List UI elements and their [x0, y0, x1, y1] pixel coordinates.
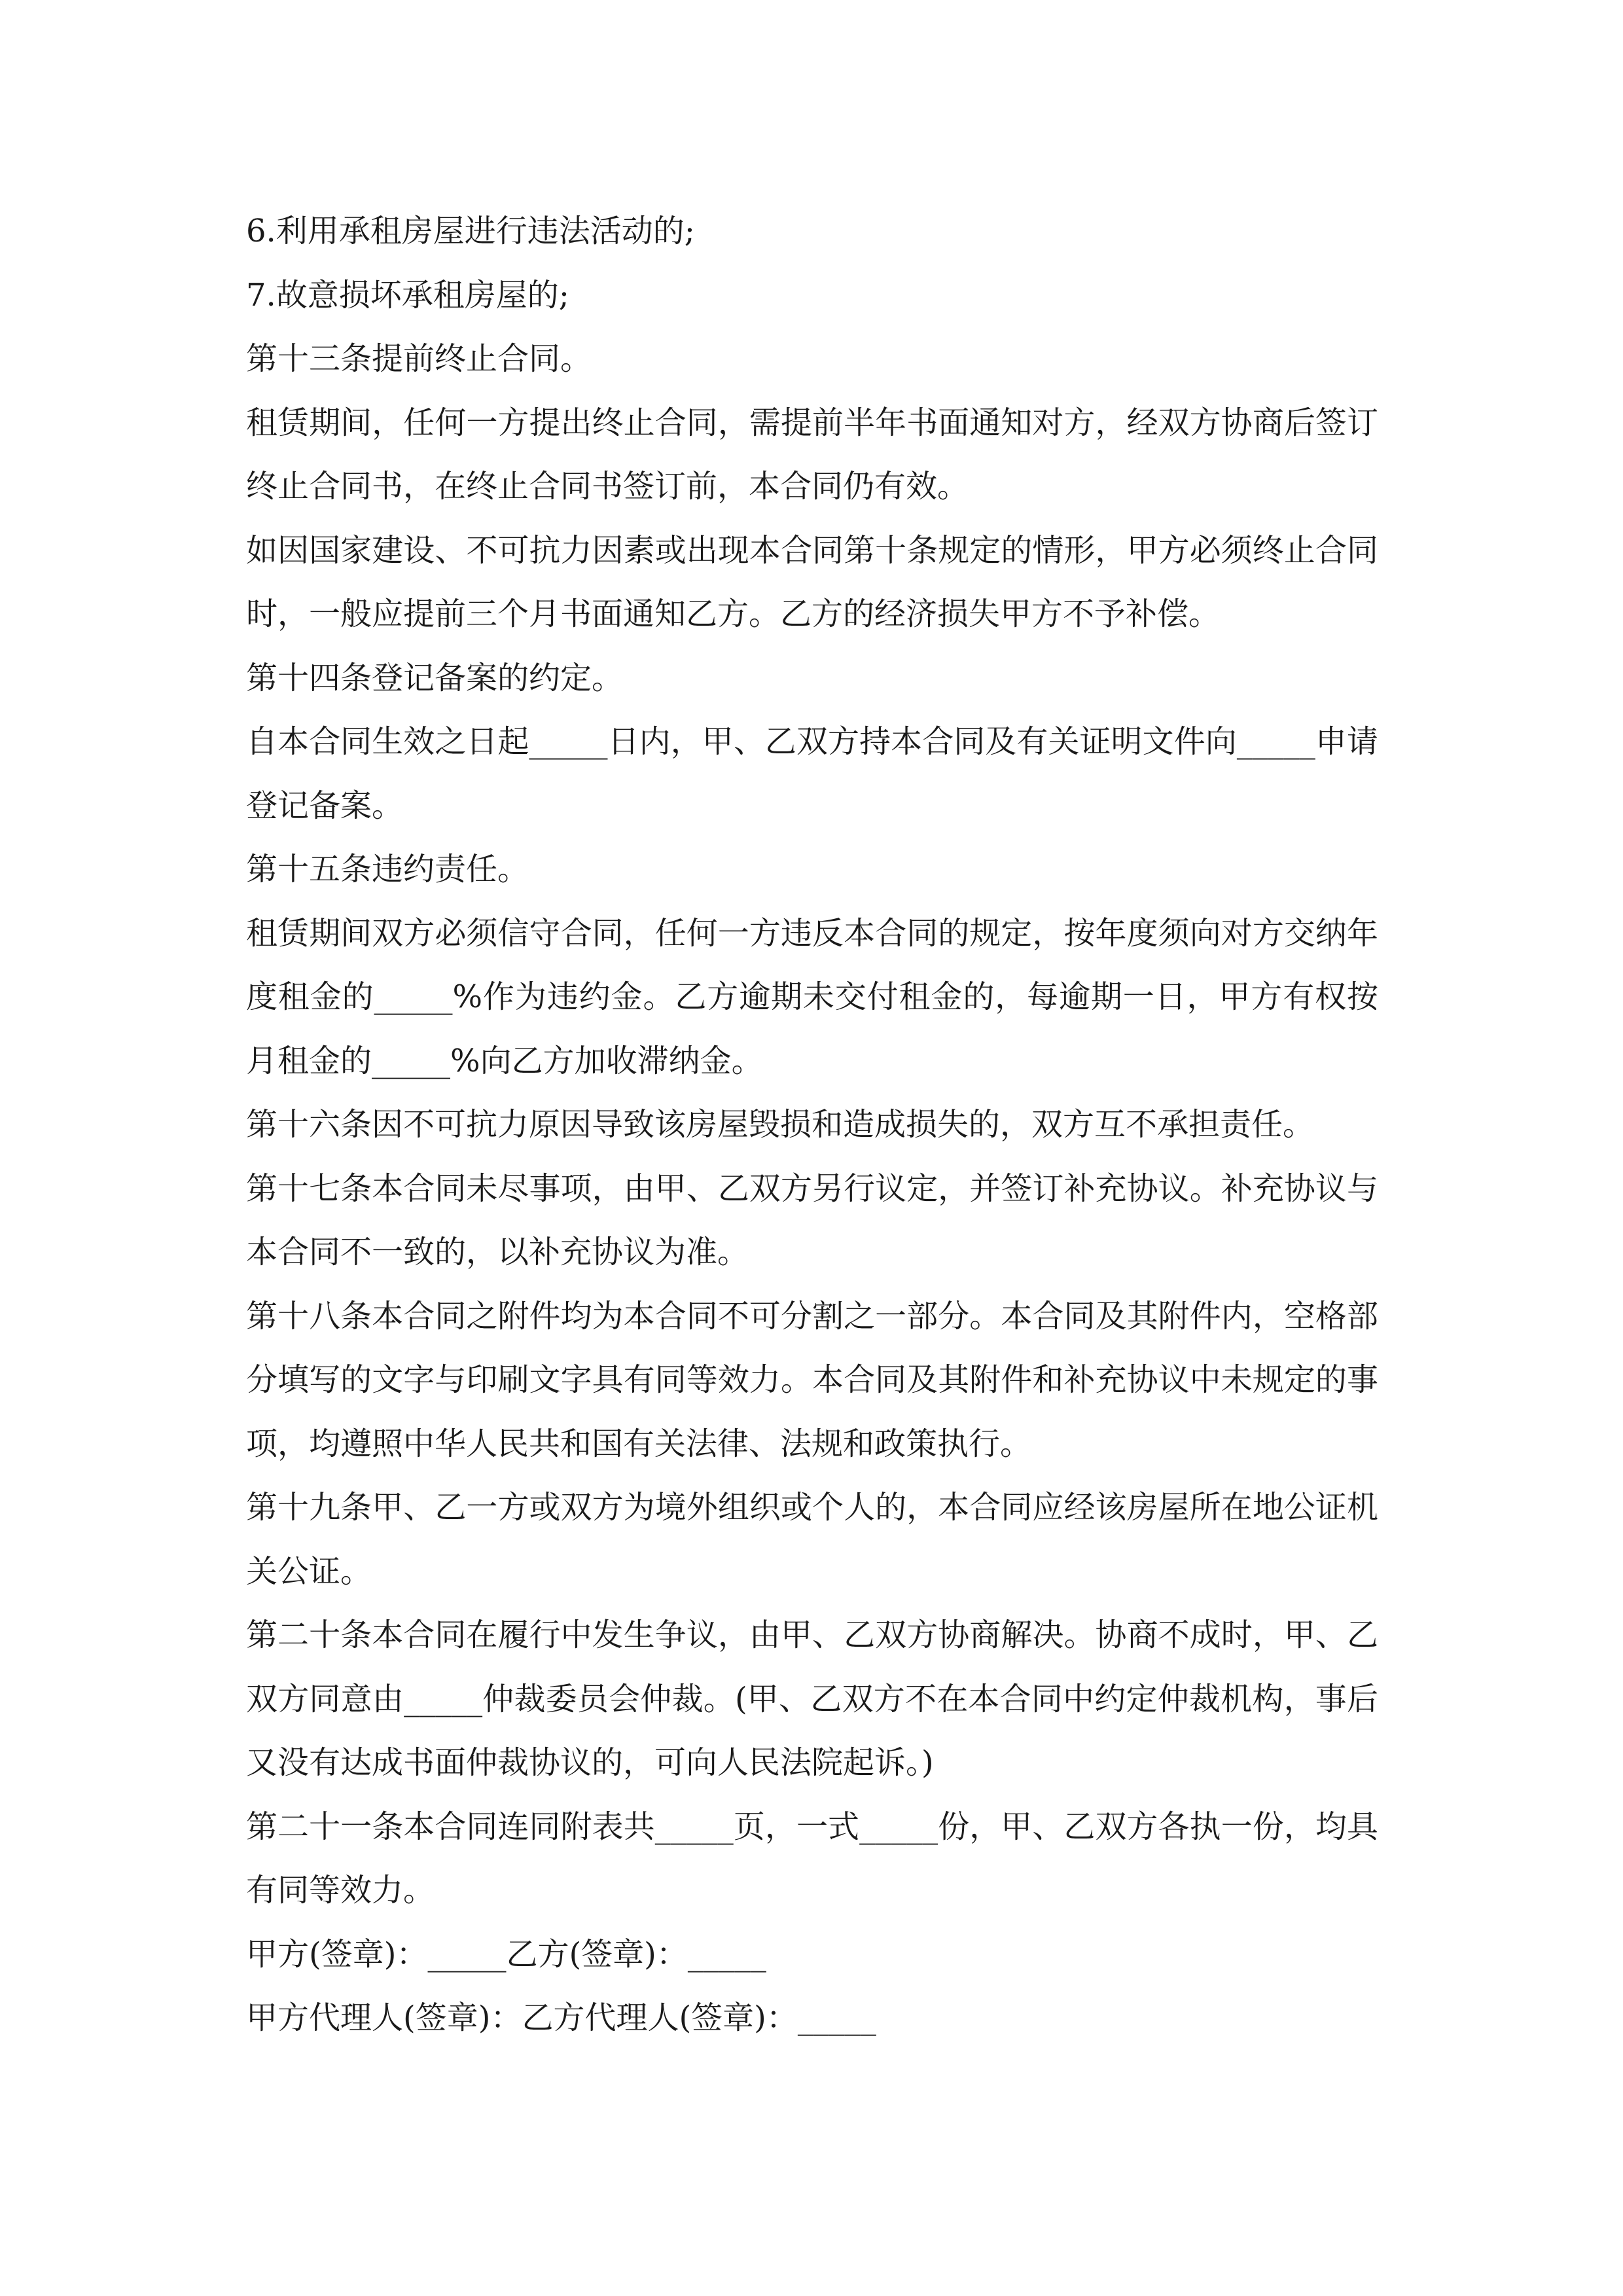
article-18: 第十八条本合同之附件均为本合同不可分割之一部分。本合同及其附件内，空格部分填写的文字与印刷文字具有同等效力。本合同及其附件和补充协议中未规定的事项，均遵照中华人民共和国有关法律、法规和政策执行。	[246, 1297, 1378, 1462]
clause-item-7: 7.故意损坏承租房屋的;	[246, 276, 569, 314]
article-14-paragraph: 自本合同生效之日起_____日内，甲、乙双方持本合同及有关证明文件向_____申请登记备案。	[246, 723, 1378, 824]
signature-line-agents: 甲方代理人(签章)：乙方代理人(签章)：_____	[246, 2000, 876, 2036]
article-17: 第十七条本合同未尽事项，由甲、乙双方另行议定，并签订补充协议。补充协议与本合同不一致的，以补充协议为准。	[246, 1170, 1378, 1270]
contract-body	[246, 200, 1378, 2051]
article-21: 第二十一条本合同连同附表共_____页，一式_____份，甲、乙双方各执一份，均具有同等效力。	[246, 1808, 1378, 1909]
article-15-heading: 第十五条违约责任。	[246, 851, 529, 888]
article-20: 第二十条本合同在履行中发生争议，由甲、乙双方协商解决。协商不成时，甲、乙双方同意由_____仲裁委员会仲裁。(甲、乙双方不在本合同中约定仲裁机构，事后又没有达成书面仲裁协议的，可向人民法院起诉。)	[246, 1617, 1378, 1781]
article-14-heading: 第十四条登记备案的约定。	[246, 659, 624, 696]
article-13-heading: 第十三条提前终止合同。	[246, 340, 592, 377]
article-16: 第十六条因不可抗力原因导致该房屋毁损和造成损失的，双方互不承担责任。	[246, 1106, 1315, 1143]
article-19: 第十九条甲、乙一方或双方为境外组织或个人的，本合同应经该房屋所在地公证机关公证。	[246, 1489, 1378, 1590]
article-13-paragraph-2: 如因国家建设、不可抗力因素或出现本合同第十条规定的情形，甲方必须终止合同时，一般应提前三个月书面通知乙方。乙方的经济损失甲方不予补偿。	[246, 531, 1378, 632]
clause-item-6: 6.利用承租房屋进行违法活动的;	[246, 213, 695, 249]
article-13-paragraph-1: 租赁期间，任何一方提出终止合同，需提前半年书面通知对方，经双方协商后签订终止合同书，在终止合同书签订前，本合同仍有效。	[246, 404, 1378, 505]
article-15-paragraph: 租赁期间双方必须信守合同，任何一方违反本合同的规定，按年度须向对方交纳年度租金的_____%作为违约金。乙方逾期未交付租金的，每逾期一日，甲方有权按月租金的_____%向乙方加收滞纳金。	[246, 914, 1378, 1079]
signature-line-parties: 甲方(签章)：_____乙方(签章)：_____	[246, 1935, 766, 1973]
